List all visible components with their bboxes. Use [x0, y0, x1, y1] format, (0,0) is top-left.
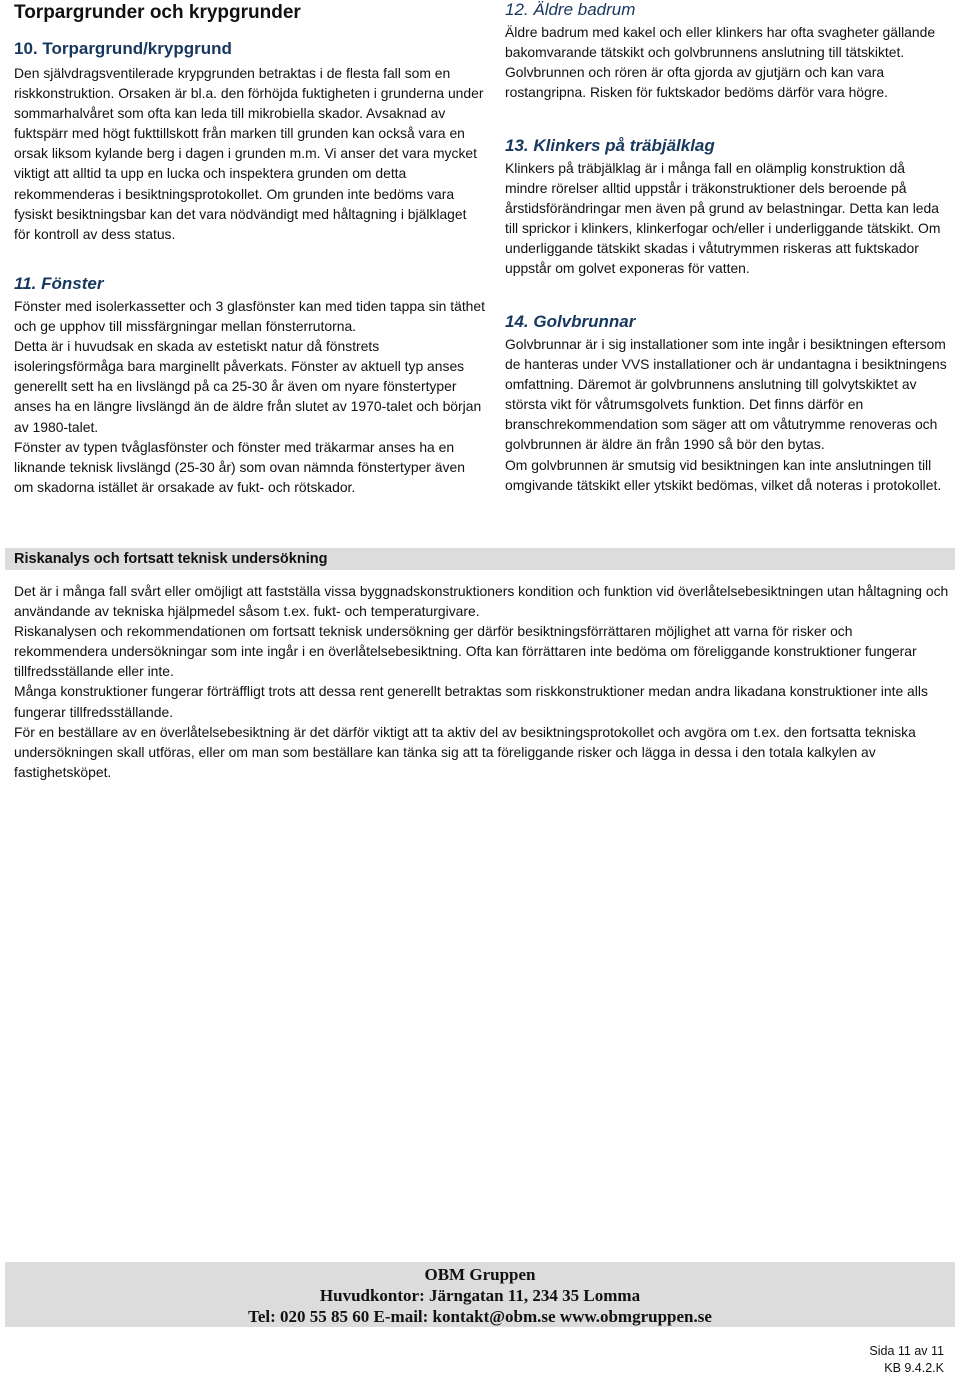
footer-address: Huvudkontor: Järngatan 11, 234 35 Lomma: [319, 1286, 641, 1305]
risk-analysis-heading: Riskanalys och fortsatt teknisk undersökning: [5, 548, 955, 570]
risk-paragraph: För en beställare av en överlåtelsebesiktning är det därför viktigt att ta aktiv del av besiktningsprotokollet och avgöra om t.ex. den fortsatta tekniska undersökningen skall utföras, eller om man som beställare kan tänka sig att ta föreliggande risker och lägga in dessa i den totala kalkylen av fastighetsköpet.: [14, 723, 916, 780]
risk-paragraph: Många konstruktioner fungerar förträffligt trots att dessa rent generellt betraktas som riskkonstruktioner medan andra likadana konstruktioner inte alls fungerar tillfredsställande.: [14, 683, 928, 720]
page-info: [869, 1343, 944, 1377]
section-14: [505, 312, 951, 495]
footer: [5, 1262, 955, 1327]
footer-contact: Tel: 020 55 85 60 E-mail: kontakt@obm.se www.obmgruppen.se: [248, 1307, 712, 1326]
section-11: [14, 274, 486, 497]
section-13: [505, 136, 951, 279]
section-paragraph: Golvbrunnar är i sig installationer som inte ingår i besiktningen eftersom de hanteras under VVS installationer och är undantagna i besiktningens omfattning. Däremot är golvbrunnens anslutning till golvytskiktet av största vikt för våtrumsgolvets funktion. Det finns därför en branschrekommendation som säger att om våtutrymme renoveras och golvbrunnen är äldre än från 1990 så bör den bytas.: [505, 336, 947, 453]
section-heading: 12. Äldre badrum: [505, 0, 636, 19]
risk-paragraph: Riskanalysen och rekommendationen om fortsatt teknisk undersökning ger därför besiktningsförrättaren möjlighet att varna för risker och rekommendera undersökningar som inte ingår i en överlåtelsebesiktning. Ofta kan förrättaren inte bedöma om föreliggande konstruktioner fungerar tillfredsställande eller inte.: [14, 623, 917, 680]
section-heading: 14. Golvbrunnar: [505, 312, 636, 331]
section-12: [505, 0, 951, 102]
page-title: Torpargrunder och krypgrunder: [14, 2, 301, 23]
section-paragraph: Fönster med isolerkassetter och 3 glasfönster kan med tiden tappa sin täthet och ge upphov till missfärgningar mellan fönsterrutorna.: [14, 298, 485, 335]
section-paragraph: Klinkers på träbjälklag är i många fall en olämplig konstruktion då mindre rörelser alltid uppstår i träkonstruktioner dels beroende på årstidsförändringar men även på grund av belastningar. Detta kan leda till sprickor i klinkers, klinkerfogar och/eller i underliggande tätskikt. Om underliggande tätskikt skadas i våtutrymmen riskeras att fuktskador uppstår om golvet exponeras för vatten.: [505, 160, 941, 277]
section-heading: 11. Fönster: [14, 274, 104, 293]
section-paragraph: Fönster av typen tvåglasfönster och fönster med träkarmar anses ha en liknande teknisk livslängd (25-30 år) som ovan nämnda fönstertyper även om skadorna istället är orsakade av fukt- och rötskador.: [14, 438, 465, 495]
section-heading: 10. Torpargrund/krypgrund: [14, 39, 232, 58]
section-paragraph: Äldre badrum med kakel och eller klinkers har ofta svagheter gällande bakomvarande tätskikt och golvbrunnens anslutning till tätskiktet. Golvbrunnen och rören är ofta gjorda av gjutjärn och kan vara rostangripna. Risken för fuktskador bedöms därför vara högre.: [505, 24, 936, 101]
document-code: KB 9.4.2.K: [884, 1361, 944, 1375]
section-paragraph: Om golvbrunnen är smutsig vid besiktningen kan inte anslutningen till omgivande tätskikt eller ytskikt bedömas, vilket då noteras i protokollet.: [505, 456, 942, 493]
page-number: Sida 11 av 11: [869, 1344, 944, 1358]
risk-analysis-body: [14, 581, 949, 782]
section-paragraph: Den självdragsventilerade krypgrunden betraktas i de flesta fall som en riskkonstruktion. Orsaken är bl.a. den förhöjda fuktigheten i grunderna under sommarhalvåret som ofta kan leda till mikrobiella skador. Avsaknad av fuktspärr med högt fukttillskott från marken till grunden kan också vara en orsak liksom kylande berg i dagen i grunden m.m. Vi anser det vara mycket viktigt att alltid ta upp en lucka och inspektera grunden om detta rekommenderas i besiktningsprotokollet. Om grunden inte bedöms vara fysiskt besiktningsbar kan det vara nödvändigt med håltagning i bjälklaget för kontroll av dess status.: [14, 65, 484, 242]
footer-company: OBM Gruppen: [424, 1265, 536, 1284]
section-heading: 13. Klinkers på träbjälklag: [505, 136, 715, 155]
section-paragraph: Detta är i huvudsak en skada av estetiskt natur då fönstrets isoleringsförmåga bara marginellt påverkats. Fönster av aktuell typ anses generellt sett ha en livslängd på ca 25-30 år även om nyare fönstertyper anses ha en längre livslängd än de äldre från slutet av 1970-talet och början av 1980-talet.: [14, 338, 482, 435]
risk-paragraph: Det är i många fall svårt eller omöjligt att fastställa vissa byggnadskonstruktioners kondition och funktion vid överlåtelsebesiktningen utan håltagning och användande av tekniska hjälpmedel såsom t.ex. fukt- och temperaturgivare.: [14, 583, 949, 620]
section-10: [14, 39, 486, 244]
